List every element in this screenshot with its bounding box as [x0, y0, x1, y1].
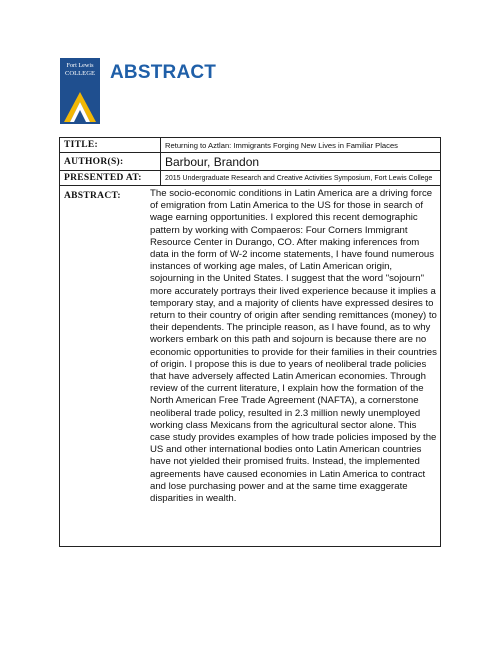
abstract-body: The socio-economic conditions in Latin America are a driving force of emigration from Latin America to the US for those in search of wage earning opportunities. I explored this recent demographic pattern by working with Compaeros: Four Corners Immigrant Resource Center in Durango, CO. After making inferences from data in the form of W-2 income statements, I have found numerous instances of working age males, of Latin American origin, sojourning in the United States. I suggest that the word "sojourn" more accurately portrays their lived experience because it implies a temporary stay, and a majority of clients have expressed desires to return to their country of origin after sending remittances (money) to their dependents. The principle reason, as I have found, as to why workers embark on this path and sojourn is because there are no economic opportunities to provide for their families in their countries of origin. I propose this is due to years of neoliberal trade policies that have adversely affected Latin American economies. Through review of the current literature, I explain how the formation of the North American Free Trade Agreement (NAFTA), a cornerstone neoliberal trade policy, resulted in 2.3 million newly unemployed working class Mexicans from the agricultural sector alone. This case study provides examples of how trade policies imposed by the US and other international bodies onto Latin American countries have not yielded their promised fruits. Instead, the implemented agreements have caused economies in Latin America to contract and lose purchasing power and at the same time exaggerate disparities in wealth.: [150, 188, 437, 505]
authors-row: [60, 153, 440, 171]
title-row: [60, 138, 440, 153]
title-label: TITLE:: [64, 140, 99, 150]
page-title: ABSTRACT: [110, 62, 217, 83]
presented-label: PRESENTED AT:: [64, 173, 142, 183]
authors-label: AUTHOR(S):: [64, 156, 124, 167]
authors-value: Barbour, Brandon: [160, 153, 440, 170]
abstract-label: ABSTRACT:: [64, 191, 121, 201]
logo-text-line1: Fort Lewis: [66, 62, 94, 69]
logo-text-line2: COLLEGE: [64, 70, 96, 77]
abstract-form: [59, 137, 441, 547]
presented-value: 2015 Undergraduate Research and Creative Activities Symposium, Fort Lewis College: [160, 171, 440, 185]
presented-row: [60, 171, 440, 186]
fort-lewis-college-logo: [60, 58, 100, 124]
title-value: Returning to Aztlan: Immigrants Forging New Lives in Familiar Places: [160, 138, 440, 152]
